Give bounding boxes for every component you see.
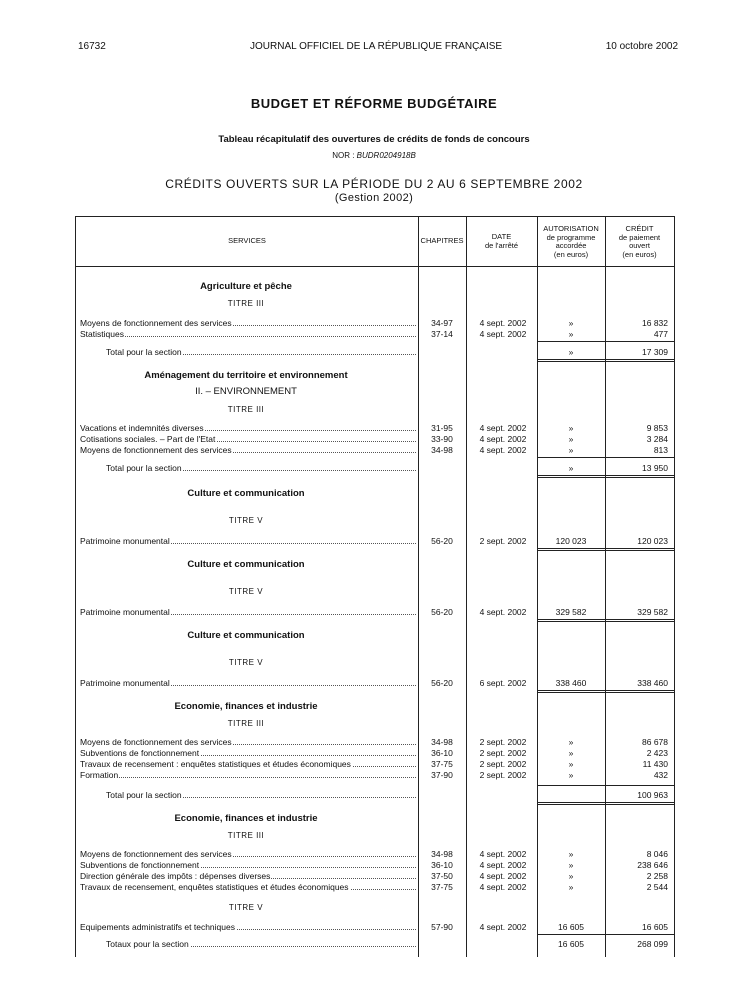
row-chapitre: 57-90 bbox=[431, 922, 453, 932]
total-label: Total pour la section bbox=[106, 347, 182, 357]
row-credit: 238 646 bbox=[637, 860, 668, 870]
subsection-title: II. – ENVIRONNEMENT bbox=[195, 386, 297, 397]
table-row bbox=[76, 328, 674, 340]
row-credit: 86 678 bbox=[642, 737, 668, 747]
row-chapitre: 56-20 bbox=[431, 536, 453, 546]
row-label: Subventions de fonctionnement bbox=[80, 860, 200, 870]
row-label: Formation bbox=[80, 770, 119, 780]
row-chapitre: 33-90 bbox=[431, 434, 453, 444]
col-autorisation bbox=[537, 225, 605, 259]
gestion-heading: (Gestion 2002) bbox=[334, 192, 414, 204]
row-chapitre: 56-20 bbox=[431, 607, 453, 617]
credits-table bbox=[75, 216, 675, 957]
row-date: 4 sept. 2002 bbox=[479, 849, 527, 859]
total-label: Total pour la section bbox=[106, 463, 182, 473]
section-title: Agriculture et pêche bbox=[200, 281, 292, 292]
total-row bbox=[76, 346, 674, 358]
total-double-rule bbox=[537, 619, 674, 622]
row-autorisation: 120 023 bbox=[555, 536, 587, 546]
section-title: Culture et communication bbox=[187, 559, 305, 570]
row-autorisation: » bbox=[568, 329, 574, 339]
row-chapitre: 37-14 bbox=[431, 329, 453, 339]
row-chapitre: 34-98 bbox=[431, 737, 453, 747]
row-chapitre: 37-50 bbox=[431, 871, 453, 881]
section-title: Culture et communication bbox=[187, 630, 305, 641]
subtotal-rule bbox=[537, 785, 674, 786]
row-date: 4 sept. 2002 bbox=[479, 434, 527, 444]
table-row bbox=[76, 921, 674, 933]
row-label: Subventions de fonctionnement bbox=[80, 748, 200, 758]
total-credit: 17 309 bbox=[642, 347, 668, 357]
row-autorisation: » bbox=[568, 759, 574, 769]
row-autorisation: » bbox=[568, 860, 574, 870]
row-label: Moyens de fonctionnement des services bbox=[80, 849, 232, 859]
row-date: 4 sept. 2002 bbox=[479, 329, 527, 339]
titre-label: TITRE III bbox=[227, 405, 265, 414]
table-row bbox=[76, 535, 674, 547]
total-autorisation: » bbox=[568, 463, 574, 473]
table-row bbox=[76, 677, 674, 689]
journal-title: JOURNAL OFFICIEL DE LA RÉPUBLIQUE FRANÇAISE bbox=[250, 41, 503, 52]
total-row bbox=[76, 789, 674, 801]
page-title: BUDGET ET RÉFORME BUDGÉTAIRE bbox=[250, 96, 498, 111]
row-label: Vacations et indemnités diverses bbox=[80, 423, 204, 433]
col-chapitres: CHAPITRES bbox=[420, 236, 464, 245]
row-chapitre: 34-98 bbox=[431, 849, 453, 859]
row-autorisation: 338 460 bbox=[555, 678, 587, 688]
row-autorisation: » bbox=[568, 849, 574, 859]
row-label: Patrimoine monumental bbox=[80, 536, 170, 546]
row-label: Travaux de recensement, enquêtes statistiques et études économiques bbox=[80, 882, 349, 892]
row-date: 4 sept. 2002 bbox=[479, 607, 527, 617]
row-autorisation: » bbox=[568, 423, 574, 433]
section-title: Economie, finances et industrie bbox=[174, 813, 318, 824]
row-autorisation: » bbox=[568, 434, 574, 444]
row-chapitre: 34-97 bbox=[431, 318, 453, 328]
row-chapitre: 37-75 bbox=[431, 882, 453, 892]
row-label: Statistiques bbox=[80, 329, 124, 339]
total-double-rule bbox=[537, 548, 674, 551]
row-date: 4 sept. 2002 bbox=[479, 423, 527, 433]
subtotal-rule bbox=[537, 934, 674, 935]
col-date bbox=[466, 233, 537, 250]
table-row bbox=[76, 881, 674, 893]
row-credit: 338 460 bbox=[637, 678, 668, 688]
row-chapitre: 37-90 bbox=[431, 770, 453, 780]
row-label: Patrimoine monumental bbox=[80, 678, 170, 688]
col-auth-l4: (en euros) bbox=[553, 249, 589, 259]
row-date: 4 sept. 2002 bbox=[479, 871, 527, 881]
row-credit: 2 544 bbox=[646, 882, 668, 892]
row-chapitre: 34-98 bbox=[431, 445, 453, 455]
total-double-rule bbox=[537, 802, 674, 805]
row-credit: 432 bbox=[653, 770, 668, 780]
row-chapitre: 36-10 bbox=[431, 860, 453, 870]
row-autorisation: » bbox=[568, 748, 574, 758]
table-row bbox=[76, 769, 674, 781]
row-label: Moyens de fonctionnement des services bbox=[80, 737, 232, 747]
row-credit: 813 bbox=[653, 445, 668, 455]
row-credit: 329 582 bbox=[637, 607, 668, 617]
col-auth-l3: accordée bbox=[555, 241, 587, 250]
row-credit: 3 284 bbox=[646, 434, 668, 444]
col-services: SERVICES bbox=[228, 236, 266, 245]
row-label: Cotisations sociales. – Part de l'Etat bbox=[80, 434, 216, 444]
total-label: Totaux pour la section bbox=[106, 939, 189, 949]
subtotal-rule bbox=[537, 341, 674, 342]
row-date: 4 sept. 2002 bbox=[479, 922, 527, 932]
row-date: 6 sept. 2002 bbox=[479, 678, 527, 688]
table-row bbox=[76, 606, 674, 618]
row-date: 4 sept. 2002 bbox=[479, 445, 527, 455]
total-double-rule bbox=[537, 359, 674, 362]
total-credit: 268 099 bbox=[637, 939, 668, 949]
table-row bbox=[76, 444, 674, 456]
titre-label: TITRE III bbox=[227, 719, 265, 728]
col-credit bbox=[605, 225, 674, 259]
col-credit-l1: CRÉDIT bbox=[625, 224, 654, 233]
col-auth-l2: de programme bbox=[546, 232, 596, 242]
col-date-l2: de l'arrêté bbox=[484, 240, 519, 250]
col-credit-l3: ouvert bbox=[629, 241, 650, 250]
col-credit-l4: (en euros) bbox=[622, 249, 657, 259]
total-double-rule bbox=[537, 690, 674, 693]
col-auth-l1: AUTORISATION bbox=[543, 224, 599, 233]
total-label: Total pour la section bbox=[106, 790, 182, 800]
col-credit-l2: de paiement bbox=[618, 232, 661, 242]
total-row bbox=[76, 938, 674, 950]
row-credit: 2 258 bbox=[646, 871, 668, 881]
row-credit: 11 430 bbox=[642, 759, 668, 769]
row-credit: 120 023 bbox=[637, 536, 668, 546]
nor-label: NOR : bbox=[332, 151, 355, 160]
total-double-rule bbox=[537, 475, 674, 478]
row-autorisation: » bbox=[568, 318, 574, 328]
page-subtitle: Tableau récapitulatif des ouvertures de crédits de fonds de concours bbox=[218, 134, 530, 145]
row-date: 2 sept. 2002 bbox=[479, 770, 527, 780]
row-chapitre: 37-75 bbox=[431, 759, 453, 769]
row-credit: 16 605 bbox=[642, 922, 668, 932]
nor-reference bbox=[0, 151, 748, 160]
row-credit: 8 046 bbox=[646, 849, 668, 859]
section-title: Economie, finances et industrie bbox=[174, 701, 318, 712]
page-number: 16732 bbox=[78, 41, 106, 52]
row-label: Moyens de fonctionnement des services bbox=[80, 318, 232, 328]
row-label: Equipements administratifs et techniques bbox=[80, 922, 235, 932]
row-date: 4 sept. 2002 bbox=[479, 318, 527, 328]
row-autorisation: » bbox=[568, 882, 574, 892]
titre-label: TITRE V bbox=[228, 658, 264, 667]
row-credit: 477 bbox=[653, 329, 668, 339]
row-credit: 9 853 bbox=[646, 423, 668, 433]
issue-date: 10 octobre 2002 bbox=[605, 41, 678, 52]
col-date-l1: DATE bbox=[491, 232, 512, 241]
row-date: 2 sept. 2002 bbox=[479, 737, 527, 747]
row-date: 2 sept. 2002 bbox=[479, 748, 527, 758]
total-autorisation: 16 605 bbox=[558, 939, 584, 949]
row-label: Patrimoine monumental bbox=[80, 607, 170, 617]
header-rule bbox=[76, 266, 674, 267]
row-date: 2 sept. 2002 bbox=[479, 536, 527, 546]
subtotal-rule bbox=[537, 457, 674, 458]
row-autorisation: » bbox=[568, 871, 574, 881]
titre-label: TITRE III bbox=[227, 299, 265, 308]
period-heading: CRÉDITS OUVERTS SUR LA PÉRIODE DU 2 AU 6 SEPTEMBRE 2002 bbox=[165, 177, 583, 191]
total-credit: 100 963 bbox=[637, 790, 668, 800]
row-credit: 2 423 bbox=[646, 748, 668, 758]
titre-label: TITRE III bbox=[227, 831, 265, 840]
row-autorisation: » bbox=[568, 770, 574, 780]
total-credit: 13 950 bbox=[642, 463, 668, 473]
row-date: 2 sept. 2002 bbox=[479, 759, 527, 769]
row-date: 4 sept. 2002 bbox=[479, 882, 527, 892]
row-chapitre: 56-20 bbox=[431, 678, 453, 688]
row-chapitre: 36-10 bbox=[431, 748, 453, 758]
section-title: Culture et communication bbox=[187, 488, 305, 499]
row-autorisation: » bbox=[568, 737, 574, 747]
row-label: Travaux de recensement : enquêtes statistiques et études économiques bbox=[80, 759, 351, 769]
row-chapitre: 31-95 bbox=[431, 423, 453, 433]
titre-label: TITRE V bbox=[228, 587, 264, 596]
titre-label: TITRE V bbox=[228, 903, 264, 912]
total-autorisation: » bbox=[568, 347, 574, 357]
total-row bbox=[76, 462, 674, 474]
row-autorisation: 16 605 bbox=[558, 922, 584, 932]
row-autorisation: » bbox=[568, 445, 574, 455]
titre-label: TITRE V bbox=[228, 516, 264, 525]
section-title: Aménagement du territoire et environnement bbox=[144, 370, 348, 381]
row-label: Moyens de fonctionnement des services bbox=[80, 445, 232, 455]
row-label: Direction générale des impôts : dépenses diverses bbox=[80, 871, 271, 881]
row-autorisation: 329 582 bbox=[555, 607, 587, 617]
row-date: 4 sept. 2002 bbox=[479, 860, 527, 870]
row-credit: 16 832 bbox=[642, 318, 668, 328]
nor-code: BUDR0204918B bbox=[356, 151, 416, 160]
